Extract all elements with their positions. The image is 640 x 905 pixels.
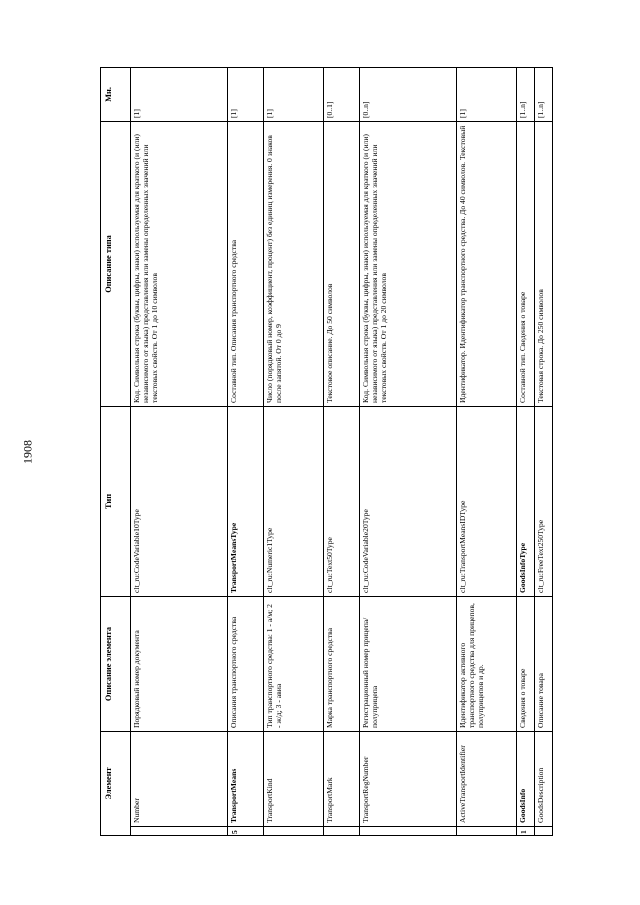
table-row [131, 67, 228, 835]
nesting-gutter-cell [535, 827, 553, 836]
multiplicity-cell: [1..n] [535, 67, 553, 121]
type-cell: clt_ru:CodeVariable10Type [131, 406, 228, 596]
header-type: Тип [101, 406, 131, 596]
nesting-gutter-cell [360, 827, 457, 836]
header-type-description: Описание типа [101, 121, 131, 406]
type-description-cell: Код. Символьная строка (буквы, цифры, знаки) используемая для краткого (и (или) независимого от языка) представления или замены определенных значений или текстовых свойств. От 1 до 20 символов [360, 121, 457, 406]
element-name-cell: ActiveTransportIdentifier [457, 731, 517, 826]
multiplicity-cell: [1] [457, 67, 517, 121]
table-row [228, 67, 264, 835]
element-description-cell: Сведения о товаре [517, 596, 535, 731]
element-description-cell: Регистрационный номер прицепа/полуприцепа [360, 596, 457, 731]
element-name-cell: GoodsDescription [535, 731, 553, 826]
multiplicity-cell: [1] [264, 67, 324, 121]
table-row [324, 67, 360, 835]
type-description-cell: Текстовое описание. До 50 символов [324, 121, 360, 406]
type-description-cell: Текстовая строка. До 250 символов [535, 121, 553, 406]
type-cell: clt_ru:Numeric1Type [264, 406, 324, 596]
header-multiplicity: Мн. [101, 67, 131, 121]
table-row [517, 67, 535, 835]
element-name-cell: TransportMeans [228, 731, 264, 826]
element-description-cell: Порядковый номер документа [131, 596, 228, 731]
type-cell: clt_ru:TransportMeansIDType [457, 406, 517, 596]
type-description-cell: Идентификатор. Идентификатор транспортного средства. До 40 символов. Текстовый [457, 121, 517, 406]
element-name-cell: TransportKind [264, 731, 324, 826]
rotated-table [100, 68, 545, 836]
nesting-gutter-cell [131, 827, 228, 836]
type-description-cell: Составной тип. Сведения о товаре [517, 121, 535, 406]
element-name-cell: TransportRegNumber [360, 731, 457, 826]
element-description-cell: Идентификатор активного транспортного средства для прицепов, полуприцепов и др. [457, 596, 517, 731]
type-cell: clt_ru:Text50Type [324, 406, 360, 596]
nesting-level: 1 [519, 830, 528, 834]
element-description-cell: Описание товара [535, 596, 553, 731]
type-cell: clt_ru:FreeText250Type [535, 406, 553, 596]
nesting-gutter-cell [324, 827, 360, 836]
table-row [457, 67, 517, 835]
type-cell: GoodsInfoType [517, 406, 535, 596]
multiplicity-cell: [1] [131, 67, 228, 121]
multiplicity-cell: [1..n] [517, 67, 535, 121]
table-row [264, 67, 324, 835]
type-description-cell: Код. Символьная строка (буквы, цифры, знаки) используемая для краткого (и (или) независимого от языка) представления или замены определенных значений или текстовых свойств. От 1 до 10 символов [131, 121, 228, 406]
type-description-cell: Число (порядковый номер, коэффициент, процент) без единиц измерения. 0 знаков после запятой. От 0 до 9 [264, 121, 324, 406]
header-element: Элемент [101, 731, 131, 835]
nesting-gutter-cell [517, 827, 535, 836]
table-row [360, 67, 457, 835]
element-name-cell: TransportMark [324, 731, 360, 826]
element-description-cell: Тип транспортного средства: 1 - а/м; 2 - ж/д; 3 - авиа [264, 596, 324, 731]
element-description-cell: Марка транспортного средства [324, 596, 360, 731]
multiplicity-cell: [0..n] [360, 67, 457, 121]
element-description-cell: Описания транспортного средства [228, 596, 264, 731]
element-name-cell: GoodsInfo [517, 731, 535, 826]
nesting-level: 5 [230, 830, 239, 834]
multiplicity-cell: [0..1] [324, 67, 360, 121]
nesting-gutter-cell [228, 827, 264, 836]
table-row [535, 67, 553, 835]
nesting-gutter-cell [264, 827, 324, 836]
nesting-gutter-cell [457, 827, 517, 836]
table-header-row [101, 67, 131, 835]
type-description-cell: Составной тип. Описания транспортного средства [228, 121, 264, 406]
multiplicity-cell: [1] [228, 67, 264, 121]
element-name-cell: Number [131, 731, 228, 826]
page-number: 1908 [20, 440, 35, 464]
type-cell: TransportMeansType [228, 406, 264, 596]
schema-table [100, 67, 553, 836]
header-element-description: Описание элемента [101, 596, 131, 731]
table-container [100, 68, 545, 836]
type-cell: clt_ru:CodeVariable20Type [360, 406, 457, 596]
